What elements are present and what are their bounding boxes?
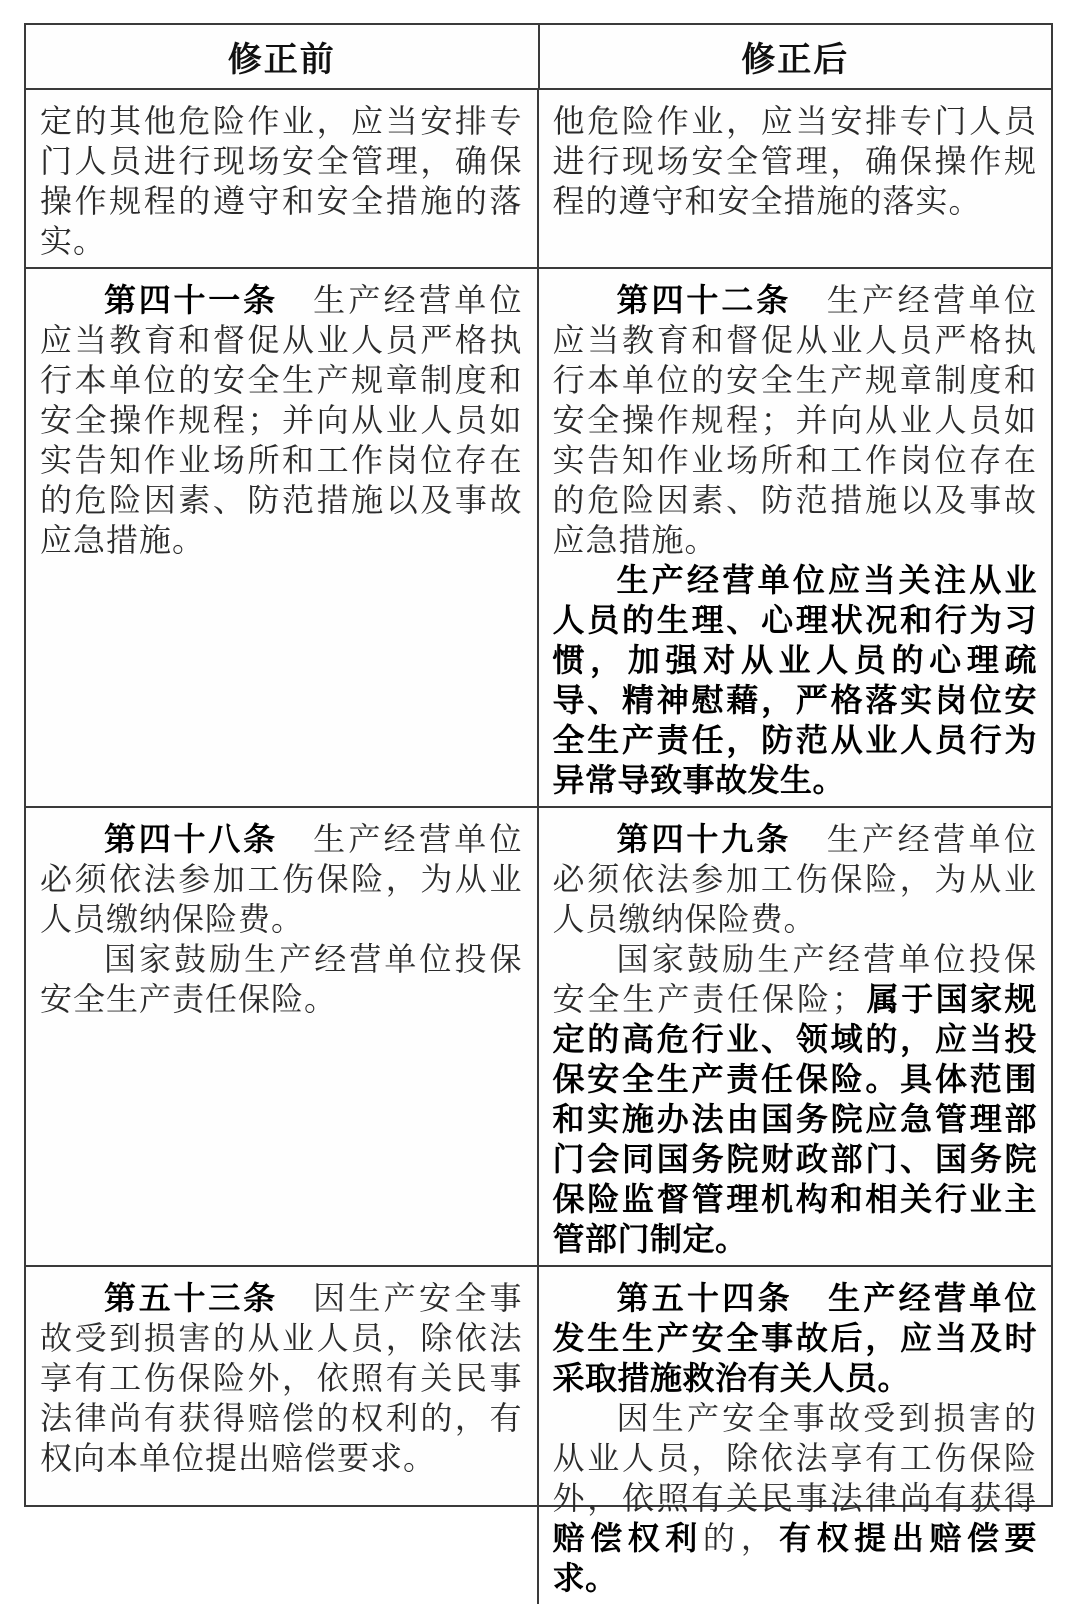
- cell-after: [539, 90, 1052, 267]
- table-row: [26, 1267, 1051, 1604]
- paragraph: [40, 819, 523, 939]
- text-segment: 生产经营单位应当教育和督促从业人员严格执行本单位的安全生产规章制度和安全操作规程；并向从业人员如实告知作业场所和工作岗位存在的危险因素、防范措施以及事故应急措施。: [40, 282, 523, 558]
- amended-text-segment: 第四十一条: [104, 282, 278, 318]
- text-segment: 国家鼓励生产经营单位投保安全生产责任保险；: [552, 941, 1037, 1017]
- amended-text-segment: 生产经营单位发生生产安全事故后，应当及时采取措施救治有关人员。: [552, 1280, 1037, 1396]
- cell-after: [539, 808, 1052, 1265]
- paragraph: [553, 939, 1038, 1259]
- text-segment: 生产经营单位必须依法参加工伤保险，为从业人员缴纳保险费。: [552, 821, 1037, 937]
- text-segment: 定的其他危险作业，应当安排专门人员进行现场安全管理，确保操作规程的遵守和安全措施的落实。: [40, 103, 523, 259]
- cell-before: [26, 90, 539, 267]
- table-body: [26, 90, 1051, 1604]
- amended-text-segment: 第四十九条: [616, 821, 792, 857]
- amended-text-segment: 有权提出赔偿要求。: [552, 1520, 1037, 1596]
- amended-text-segment: 第四十二条: [616, 282, 792, 318]
- table-row: [26, 808, 1051, 1267]
- paragraph: [553, 1278, 1038, 1398]
- paragraph: [40, 101, 523, 261]
- cell-after: [539, 1267, 1052, 1604]
- cell-before: [26, 808, 539, 1265]
- paragraph: [40, 939, 523, 1019]
- paragraph: [40, 280, 523, 560]
- header-cell-before: 修正前: [26, 25, 540, 88]
- cell-after: [539, 269, 1052, 806]
- table-row: [26, 90, 1051, 269]
- paragraph: [40, 1278, 523, 1478]
- amended-text-segment: 属于国家规定的高危行业、领域的，应当投保安全生产责任保险。具体范围和实施办法由国务院应急管理部门会同国务院财政部门、国务院保险监督管理机构和相关行业主管部门制定。: [552, 981, 1037, 1257]
- text-segment: 因生产安全事故受到损害的从业人员，除依法享有工伤保险外，依照有关民事法律尚有获得赔偿的权利的，有权向本单位提出赔偿要求。: [40, 1280, 523, 1476]
- paragraph: [553, 101, 1038, 221]
- text-segment: 因生产安全事故受到损害的从业人员，除依法享有工伤保险外，依照有关民事法律尚有获得: [552, 1400, 1037, 1516]
- text-segment: 他危险作业，应当安排专门人员进行现场安全管理，确保操作规程的遵守和安全措施的落实。: [552, 103, 1037, 219]
- text-segment: 生产经营单位应当教育和督促从业人员严格执行本单位的安全生产规章制度和安全操作规程；并向从业人员如实告知作业场所和工作岗位存在的危险因素、防范措施以及事故应急措施。: [552, 282, 1037, 558]
- amended-text-segment: 赔偿权利: [552, 1520, 703, 1556]
- paragraph: [553, 1398, 1038, 1598]
- amended-text-segment: 第五十四条: [616, 1280, 793, 1316]
- text-segment: 的，: [702, 1520, 779, 1556]
- paragraph: [553, 280, 1038, 560]
- cell-before: [26, 1267, 539, 1604]
- cell-before: [26, 269, 539, 806]
- amendment-comparison-table: [24, 23, 1053, 1596]
- paragraph: [553, 560, 1038, 800]
- header-cell-after: 修正后: [741, 41, 850, 79]
- paragraph: [553, 819, 1038, 939]
- text-segment: 国家鼓励生产经营单位投保安全生产责任保险。: [40, 941, 523, 1017]
- amended-text-segment: 第四十八条: [104, 821, 278, 857]
- amended-text-segment: 第五十三条: [104, 1280, 278, 1316]
- amended-text-segment: 生产经营单位应当关注从业人员的生理、心理状况和行为习惯，加强对从业人员的心理疏导、精神慰藉，严格落实岗位安全生产责任，防范从业人员行为异常导致事故发生。: [552, 562, 1037, 798]
- table-row: [26, 269, 1051, 808]
- table-header: [26, 25, 1051, 90]
- text-segment: 生产经营单位必须依法参加工伤保险，为从业人员缴纳保险费。: [40, 821, 523, 937]
